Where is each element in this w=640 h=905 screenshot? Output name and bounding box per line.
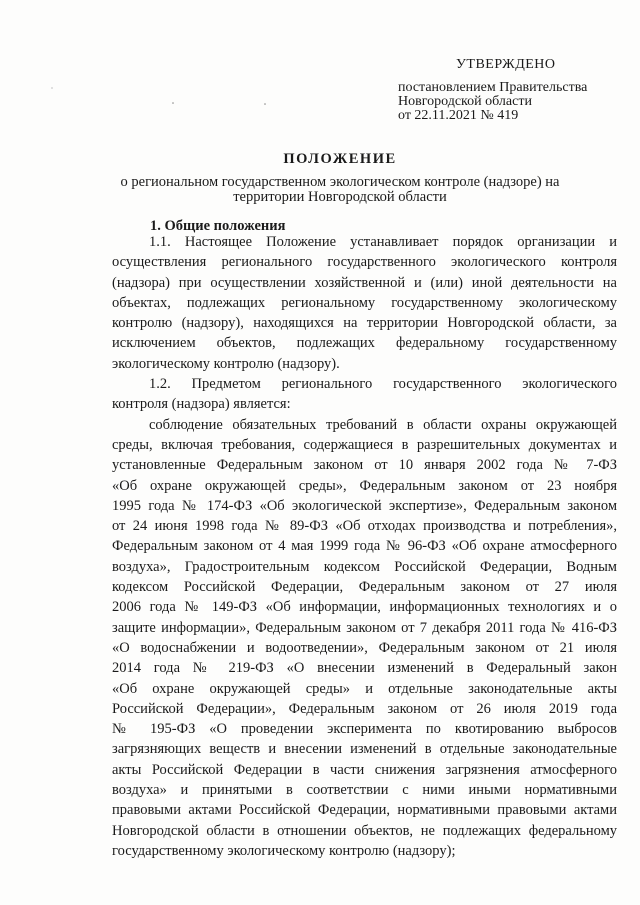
text-line: воздуха» и принятыми в соответствии с ними иными нормативными: [112, 782, 617, 799]
text-line: контролю (надзору), находящихся на территории Новгородской области, за: [112, 315, 617, 332]
text-line: 1.1. Настоящее Положение устанавливает порядок организации и: [149, 234, 617, 250]
text-line: осуществления регионального государственного экологического контроля: [112, 254, 617, 271]
document-body: [112, 232, 617, 861]
approved-label: УТВЕРЖДЕНО: [456, 57, 556, 72]
paragraph-1-1: [112, 232, 617, 374]
text-line: 2014 года № 219-ФЗ «О внесении изменений в Федеральный закон: [112, 660, 617, 677]
text-line: «О водоснабжении и водоотведении», Федеральным законом от 21 июля: [112, 639, 617, 656]
text-line: 1995 года № 174-ФЗ «Об экологической экспертизе», Федеральным законом: [112, 497, 617, 514]
text-line: Новгородской области в отношении объектов, не подлежащих федеральному: [112, 822, 617, 839]
text-line: среды, включая требования, содержащиеся в разрешительных документах и: [112, 436, 617, 453]
text-line: 1.2. Предметом регионального государственного экологического: [149, 376, 617, 393]
text-line: Российской Федерации», Федеральным законом от 26 июля 2019 года: [112, 700, 617, 717]
text-line: кодексом Российской Федерации, Федеральным законом от 27 июля: [112, 579, 617, 596]
paragraph-1-2: [112, 374, 617, 415]
document-title: ПОЛОЖЕНИЕ: [283, 151, 397, 167]
text-line: акты Российской Федерации в части снижения загрязнения атмосферного: [112, 761, 617, 778]
text-line: исключением объектов, подлежащих федеральному государственному: [112, 335, 617, 352]
text-line: соблюдение обязательных требований в области охраны окружающей: [149, 416, 617, 433]
text-line: правовыми актами Российской Федерации, нормативными правовыми актами: [112, 802, 617, 819]
text-line: «Об охране окружающей среды», Федеральным законом от 23 ноября: [112, 477, 617, 494]
text-line: № 195-ФЗ «О проведении эксперимента по квотированию выбросов: [112, 721, 617, 738]
text-line: государственному экологическому контролю (надзору);: [112, 842, 456, 859]
text-line: от 24 июня 1998 года № 89-ФЗ «Об отходах производства и потребления»,: [112, 518, 617, 535]
approval-stamp: [398, 58, 623, 123]
paragraph-subject: [112, 415, 617, 862]
text-line: Федеральным законом от 4 мая 1999 года № 96-ФЗ «Об охране атмосферного: [112, 538, 617, 555]
text-line: 2006 года № 149-ФЗ «Об информации, информационных технологиях и о: [112, 599, 617, 616]
document-subtitle-line2: территории Новгородской области: [233, 189, 447, 205]
text-line: защите информации», Федеральным законом от 7 декабря 2011 года № 416-ФЗ: [112, 619, 617, 636]
approval-line-region: Новгородской области: [398, 94, 532, 109]
document-subtitle-line1: о региональном государственном экологическом контроле (надзоре) на: [120, 174, 560, 190]
text-line: воздуха», Градостроительным кодексом Российской Федерации, Водным: [112, 558, 617, 575]
approval-line-decree: постановлением Правительства: [398, 80, 588, 95]
text-line: установленные Федеральным законом от 10 января 2002 года № 7-ФЗ: [112, 457, 617, 474]
approval-line-date: от 22.11.2021 № 419: [398, 108, 519, 123]
text-line: контроля (надзора) является:: [112, 396, 291, 413]
text-line: «Об охране окружающей среды» и отдельные законодательные акты: [112, 680, 617, 697]
text-line: (надзора) при осуществлении хозяйственной и (или) иной деятельности на: [112, 274, 617, 291]
text-line: экологическому контролю (надзору).: [112, 355, 340, 372]
document-title-block: [110, 152, 570, 205]
text-line: загрязняющих веществ и внесении изменений в отдельные законодательные: [112, 741, 617, 758]
text-line: объектах, подлежащих региональному государственному экологическому: [112, 294, 617, 311]
section-heading: 1. Общие положения: [150, 218, 286, 234]
